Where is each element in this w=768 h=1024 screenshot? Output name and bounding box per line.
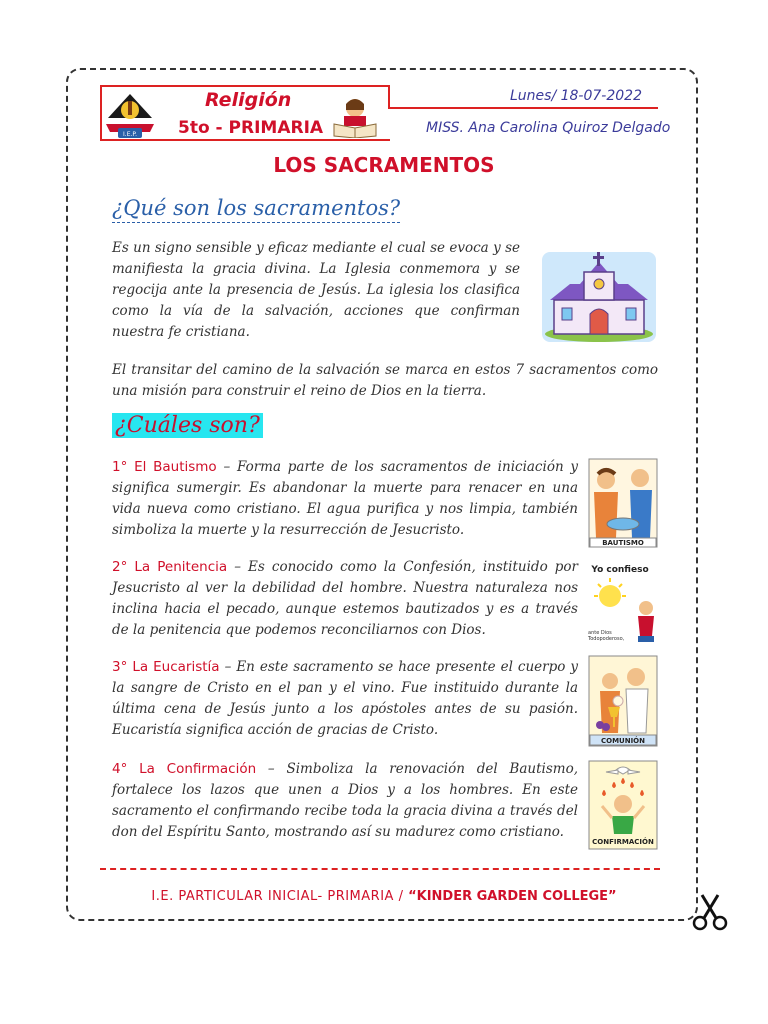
footer-school-name: I.E. PARTICULAR INICIAL- PRIMARIA / (151, 889, 409, 904)
sacrament-description: – Es conocido como la Confesión, instituido por Jesucristo al ver la debilidad del hombre. Nuestra naturaleza nos inclina hacia el pecado, aunque estemos bautizados y es a través de la penitencia que podemos reconciliarnos con Dios. (112, 559, 578, 638)
sacrament-name: 1° El Bautismo (112, 459, 217, 475)
teacher-name: MISS. Ana Carolina Quiroz Delgado (426, 120, 671, 136)
communion-icon (588, 655, 658, 747)
sacrament-baptism (112, 457, 578, 541)
confirmation-icon (588, 760, 658, 850)
footer-school (0, 889, 768, 904)
sacrament-eucharist (112, 657, 578, 741)
svg-text:Todopoderoso,: Todopoderoso, (588, 636, 625, 642)
sacrament-name: 3° La Eucaristía (112, 659, 220, 675)
sacrament-name: 4° La Confirmación (112, 761, 257, 777)
subject-title: Religión (205, 89, 292, 111)
sacrament-description: – En este sacramento se hace presente el cuerpo y la sangre de Cristo en el pan y el vino. Fue instituido durante la última cena de Jesús junto a los apóstoles antes de su pasión. Eucaristía significa acción de gracias de Cristo. (112, 659, 579, 738)
section-heading-what: ¿Qué son los sacramentos? (112, 196, 400, 223)
date-label: Lunes/ 18-07-2022 (510, 88, 642, 104)
baptism-icon (588, 458, 658, 548)
svg-text:CONFIRMACIÓN: CONFIRMACIÓN (592, 838, 654, 846)
grade-label: 5to - PRIMARIA (178, 118, 324, 138)
confession-icon (582, 558, 668, 650)
sacrament-description: – Forma parte de los sacramentos de iniciación y significa sumergir. Es abandonar la muerte para renacer en una vida nueva como cristiano. El agua purifica y nos limpia, también simboliza la muerte y la resurrección de Jesucristo. (112, 459, 579, 538)
header-divider (388, 107, 658, 109)
footer-divider (100, 868, 660, 870)
scissors-icon (690, 893, 730, 931)
sacrament-penance (112, 557, 578, 641)
salvation-paragraph: El transitar del camino de la salvación se marca en estos 7 sacramentos como una misión para construir el reino de Dios en la tierra. (112, 362, 658, 399)
header-divider-vertical (388, 85, 390, 109)
sacrament-name: 2° La Penitencia (112, 559, 228, 575)
svg-text:ante Dios: ante Dios (588, 630, 612, 636)
school-logo-icon (102, 88, 158, 140)
svg-text:Yo confieso: Yo confieso (591, 565, 649, 575)
footer-college-name: “KINDER GARDEN COLLEGE” (408, 889, 617, 904)
definition-paragraph: Es un signo sensible y eficaz mediante el cual se evoca y se manifiesta la gracia divina. La Iglesia conmemora y se regocija ante la presencia de Jesús. La iglesia los clasifica como la vía de la salvación, acciones que confirman nuestra fe cristiana. (112, 240, 520, 340)
svg-text:I.E.P.: I.E.P. (123, 131, 137, 138)
svg-text:COMUNIÓN: COMUNIÓN (600, 737, 646, 745)
svg-text:BAUTISMO: BAUTISMO (602, 539, 644, 547)
page-title: LOS SACRAMENTOS (273, 153, 495, 177)
sacrament-confirmation (112, 759, 578, 843)
sacrament-description: – Simboliza la renovación del Bautismo, fortalece los lazos que unen a Dios y a los hombres. En este sacramento el confirmando recibe toda la gracia divina a través del don del Espíritu Santo, mostrando así su madurez como cristiano. (112, 761, 578, 840)
church-icon (540, 250, 658, 344)
bible-icon (330, 96, 380, 138)
section-heading-which: ¿Cuáles son? (112, 413, 263, 438)
